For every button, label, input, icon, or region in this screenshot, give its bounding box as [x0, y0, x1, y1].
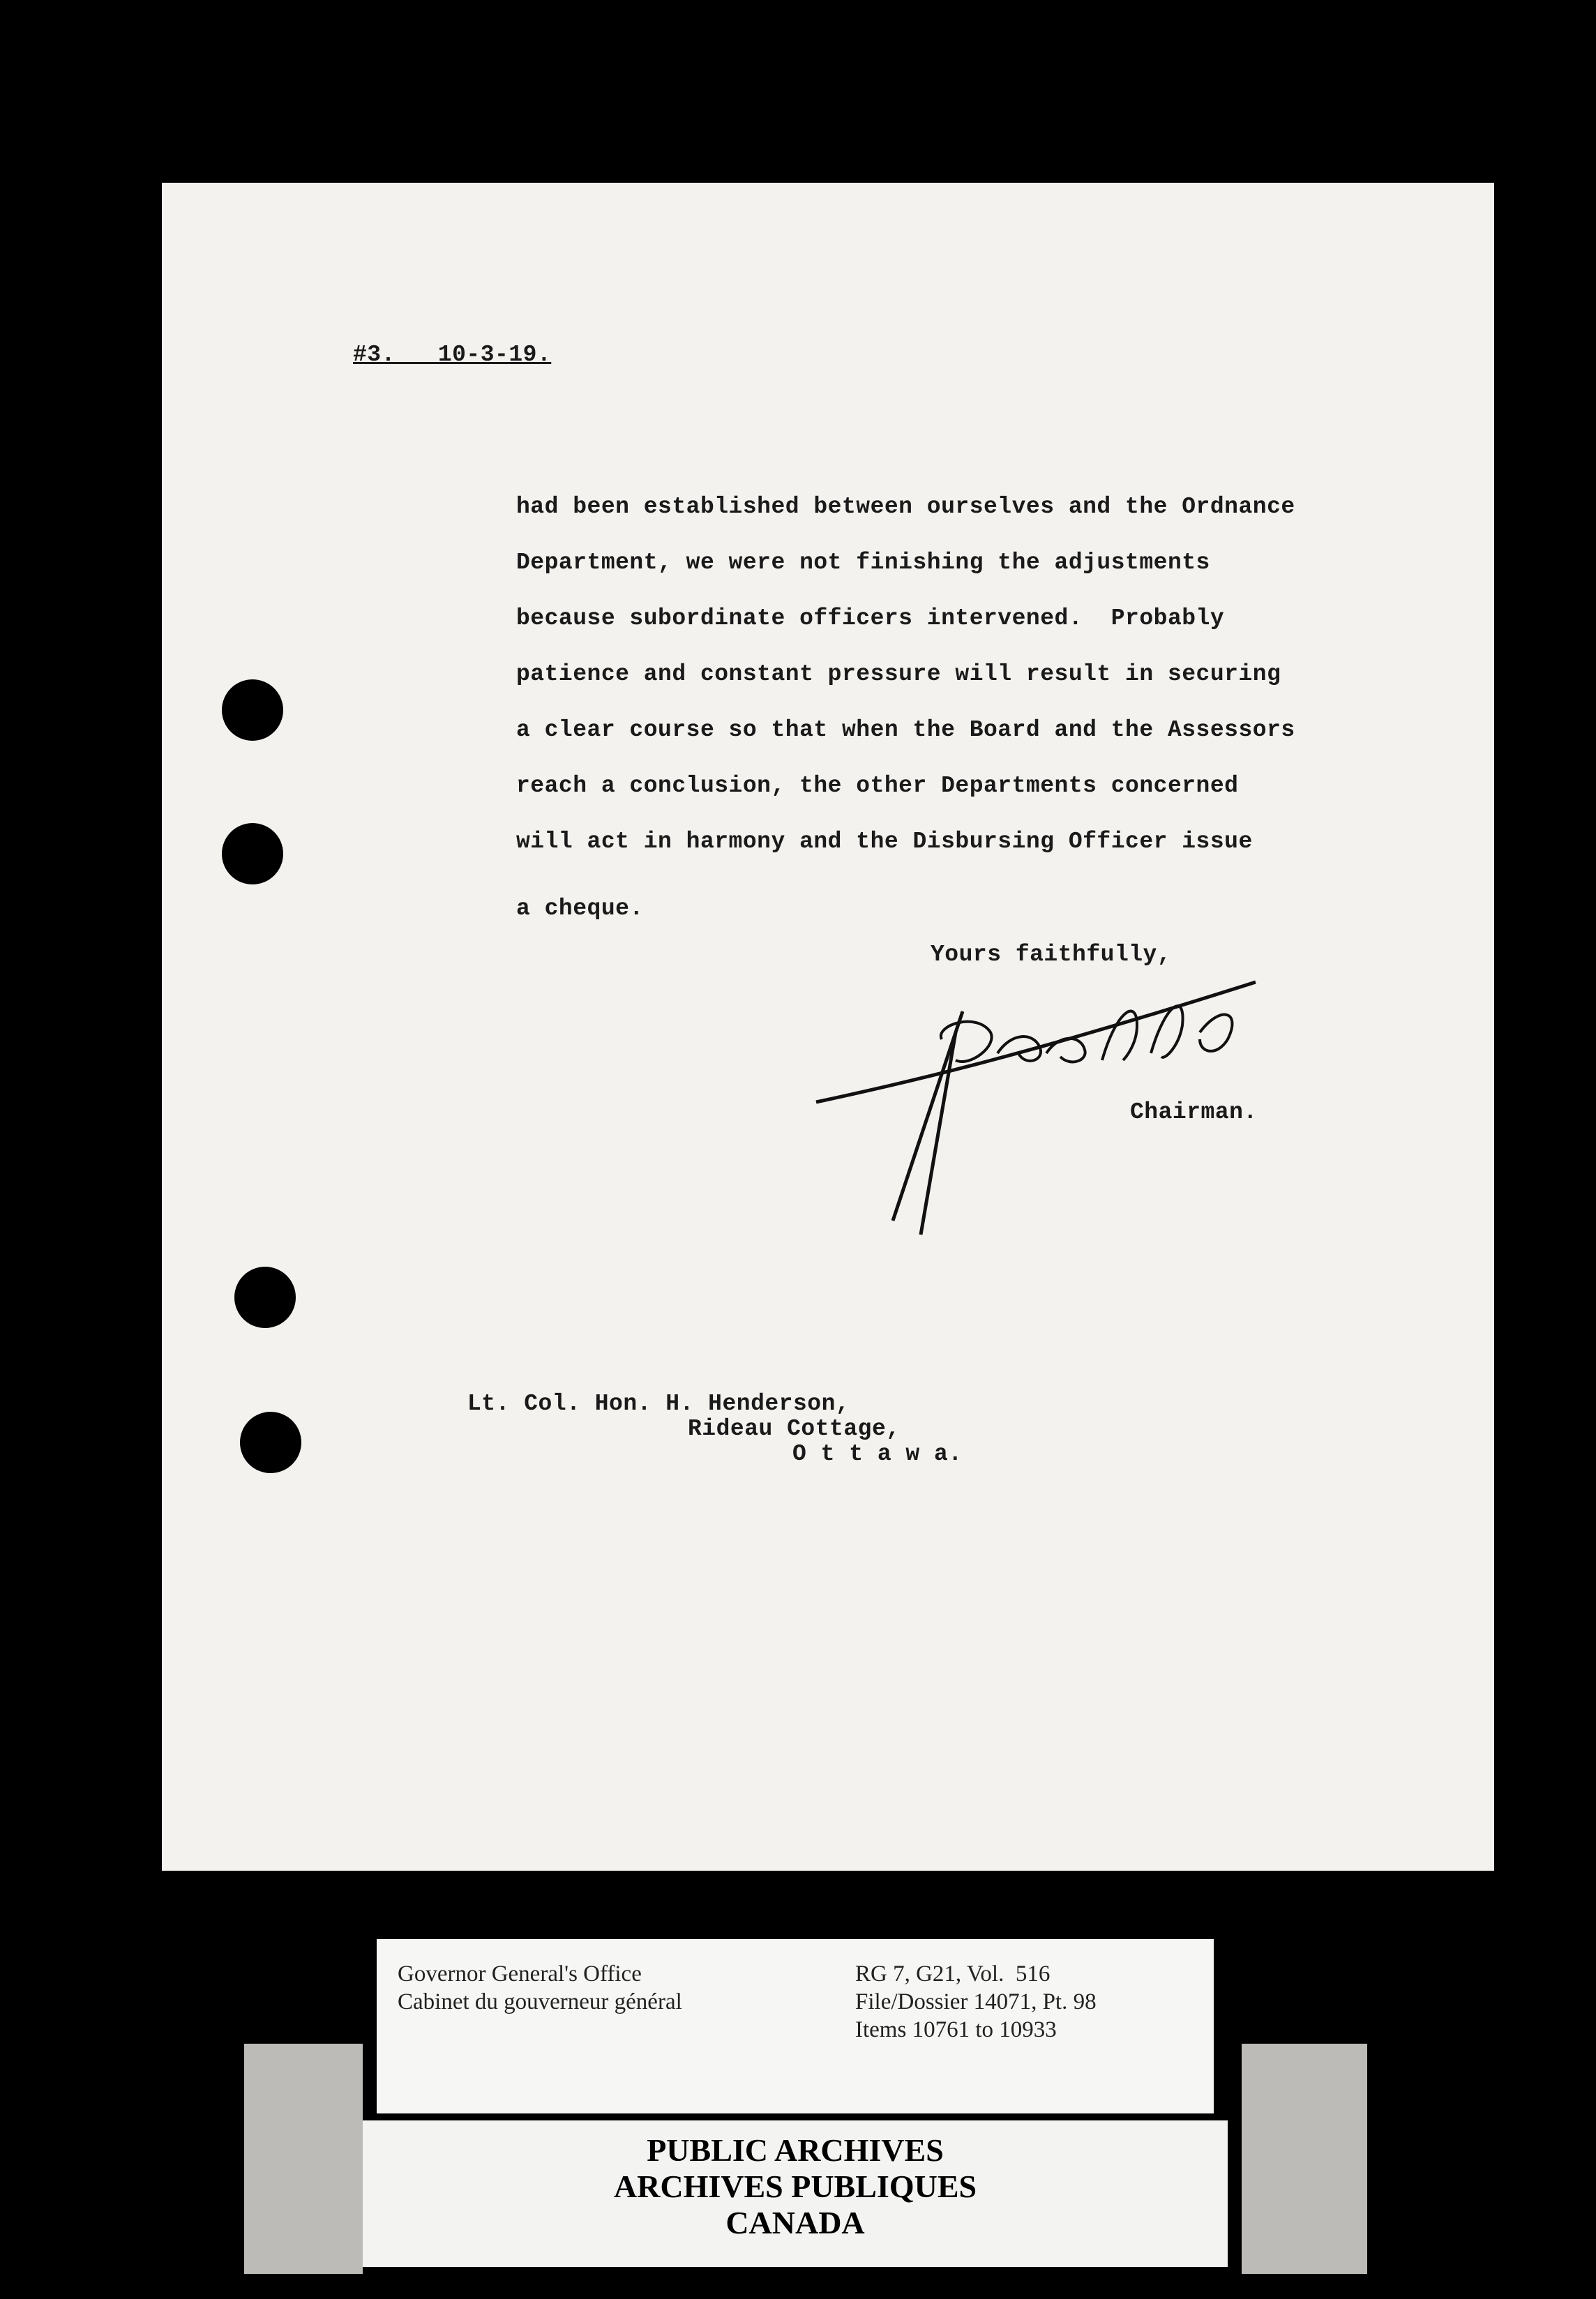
- archive-office-en: Governor General's Office: [398, 1961, 642, 1987]
- archive-file: File/Dossier 14071, Pt. 98: [855, 1989, 1097, 2014]
- stamp-line-fr: ARCHIVES PUBLIQUES: [613, 2169, 977, 2204]
- body-line: Department, we were not finishing the adjustments: [516, 550, 1210, 575]
- punch-hole: [222, 679, 283, 741]
- label-frame-right: [1242, 2044, 1367, 2274]
- punch-hole: [234, 1267, 296, 1328]
- archive-items: Items 10761 to 10933: [855, 2017, 1057, 2042]
- archives-stamp: [363, 2120, 1228, 2267]
- archive-volume: RG 7, G21, Vol. 516: [855, 1961, 1051, 1987]
- stamp-line-en: PUBLIC ARCHIVES: [647, 2132, 944, 2168]
- body-line: a clear course so that when the Board and the Assessors: [516, 717, 1295, 743]
- address-line: O t t a w a.: [792, 1441, 963, 1467]
- punch-hole: [240, 1412, 301, 1473]
- body-line: a cheque.: [516, 896, 644, 921]
- body-line: had been established between ourselves and the Ordnance: [516, 494, 1295, 520]
- punch-hole: [222, 823, 283, 884]
- page-reference: #3. 10-3-19.: [353, 342, 552, 368]
- archive-office-fr: Cabinet du gouverneur général: [398, 1989, 682, 2014]
- signatory-title: Chairman.: [1130, 1099, 1258, 1125]
- closing: Yours faithfully,: [931, 942, 1172, 967]
- address-line: Rideau Cottage,: [688, 1416, 901, 1442]
- address-line: Lt. Col. Hon. H. Henderson,: [467, 1391, 850, 1417]
- body-line: reach a conclusion, the other Departments concerned: [516, 773, 1239, 799]
- body-line: patience and constant pressure will result in securing: [516, 661, 1281, 687]
- stamp-line-country: CANADA: [725, 2205, 865, 2240]
- archive-label: [377, 1939, 1214, 2113]
- body-line: because subordinate officers intervened. Probably: [516, 605, 1225, 631]
- label-frame-left: [244, 2044, 363, 2274]
- body-line: will act in harmony and the Disbursing Officer issue: [516, 829, 1253, 854]
